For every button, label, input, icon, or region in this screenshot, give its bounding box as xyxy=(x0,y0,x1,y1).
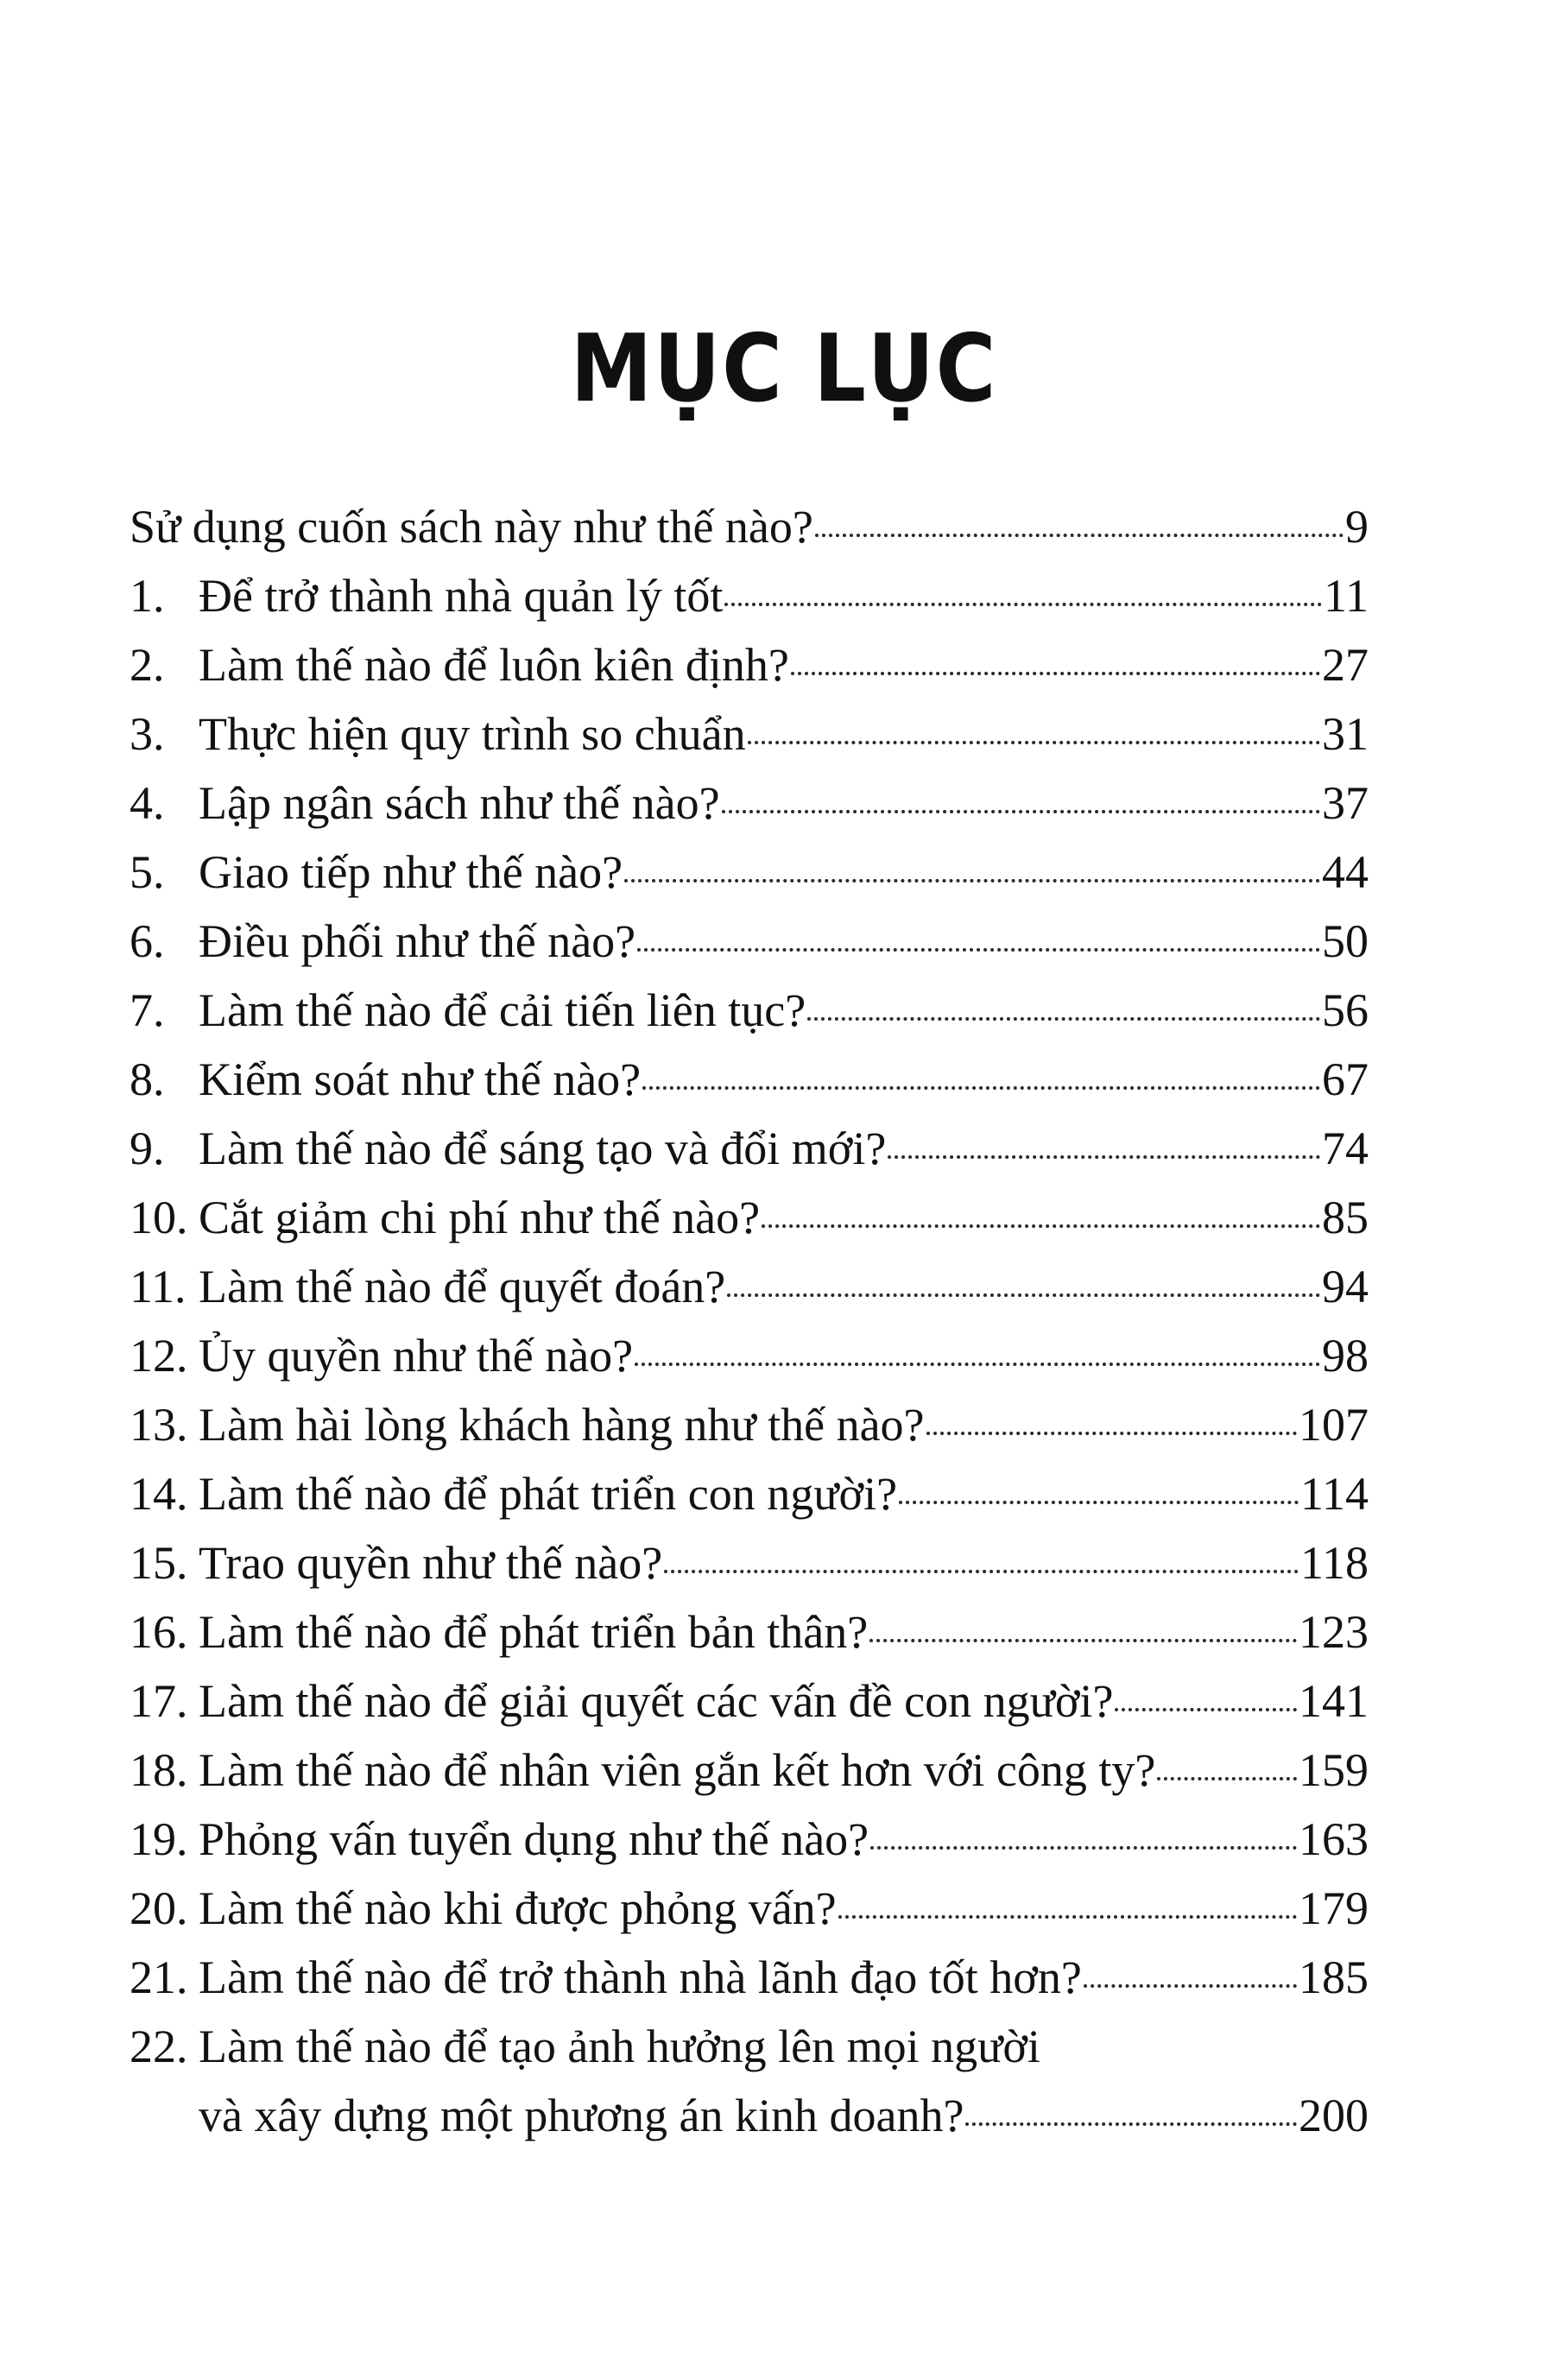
toc-page-number: 31 xyxy=(1322,708,1369,760)
toc-entry-number: 9. xyxy=(130,1123,165,1174)
toc-entry-21[interactable] xyxy=(130,1943,1369,2012)
toc-entry-number: 8. xyxy=(130,1053,165,1105)
toc-entry-title: Lập ngân sách như thế nào? xyxy=(199,777,720,829)
toc-entry-title: Làm thế nào khi được phỏng vấn? xyxy=(199,1882,837,1934)
toc-page-number: 56 xyxy=(1322,984,1369,1036)
toc-page-number: 44 xyxy=(1322,846,1369,898)
table-of-contents xyxy=(130,492,1369,2150)
dot-leader xyxy=(838,1913,1297,1919)
dot-leader xyxy=(664,1568,1299,1573)
toc-entry-number: 17. xyxy=(130,1675,188,1727)
dot-leader xyxy=(1157,1775,1297,1780)
dot-leader xyxy=(1084,1983,1297,1988)
toc-entry-number: 22. xyxy=(130,2021,188,2072)
dot-leader xyxy=(722,808,1320,813)
toc-entry-10[interactable] xyxy=(130,1183,1369,1252)
toc-entry-11[interactable] xyxy=(130,1252,1369,1321)
dot-leader xyxy=(899,1499,1299,1504)
toc-entry-1[interactable] xyxy=(130,561,1369,630)
toc-page-number: 11 xyxy=(1324,570,1369,622)
toc-entry-title: Làm thế nào để luôn kiên định? xyxy=(199,639,789,691)
toc-entry-number: 2. xyxy=(130,639,165,691)
page-title: MỤC LỤC xyxy=(570,315,998,423)
toc-page-number: 163 xyxy=(1299,1813,1369,1865)
toc-page-number: 118 xyxy=(1300,1537,1369,1589)
toc-entry-number: 12. xyxy=(130,1330,188,1382)
toc-page-number: 98 xyxy=(1322,1330,1369,1382)
toc-entry-title: Cắt giảm chi phí như thế nào? xyxy=(199,1192,761,1243)
toc-entry-title: Làm thế nào để phát triển con người? xyxy=(199,1468,898,1520)
toc-entry-18[interactable] xyxy=(130,1736,1369,1805)
toc-page-number: 179 xyxy=(1299,1882,1369,1934)
toc-entry-number: 21. xyxy=(130,1951,188,2003)
dot-leader xyxy=(624,877,1320,882)
dot-leader xyxy=(791,670,1320,675)
toc-entry-number: 19. xyxy=(130,1813,188,1865)
toc-page-number: 50 xyxy=(1322,915,1369,967)
toc-entry-8[interactable] xyxy=(130,1045,1369,1114)
toc-page-number: 9 xyxy=(1345,501,1369,553)
toc-entry-title: Phỏng vấn tuyển dụng như thế nào? xyxy=(199,1813,869,1865)
dot-leader xyxy=(965,2121,1297,2126)
toc-page-number: 114 xyxy=(1300,1468,1369,1520)
dot-leader xyxy=(724,601,1322,606)
toc-entry-number: 3. xyxy=(130,708,165,760)
dot-leader xyxy=(642,1085,1320,1090)
toc-entry-13[interactable] xyxy=(130,1390,1369,1459)
toc-entry-title: Ủy quyền như thế nào? xyxy=(199,1330,634,1382)
toc-entry-22[interactable] xyxy=(130,2012,1369,2081)
toc-entry-intro[interactable] xyxy=(130,492,1369,561)
toc-entry-number: 4. xyxy=(130,777,165,829)
toc-entry-number: 15. xyxy=(130,1537,188,1589)
toc-entry-5[interactable] xyxy=(130,838,1369,907)
toc-page-number: 74 xyxy=(1322,1123,1369,1174)
toc-entry-title: Trao quyền như thế nào? xyxy=(199,1537,663,1589)
toc-entry-title: Làm thế nào để quyết đoán? xyxy=(199,1261,726,1312)
dot-leader xyxy=(870,1844,1297,1850)
toc-entry-title: Làm thế nào để giải quyết các vấn đề con người? xyxy=(199,1675,1114,1727)
toc-page-number: 107 xyxy=(1299,1399,1369,1451)
toc-entry-4[interactable] xyxy=(130,768,1369,838)
toc-page-number: 27 xyxy=(1322,639,1369,691)
toc-entry-number: 11. xyxy=(130,1261,187,1312)
toc-entry-title: Làm thế nào để trở thành nhà lãnh đạo tốt hơn? xyxy=(199,1951,1082,2003)
toc-entry-2[interactable] xyxy=(130,630,1369,699)
dot-leader xyxy=(748,739,1320,744)
dot-leader xyxy=(762,1223,1320,1228)
toc-entry-12[interactable] xyxy=(130,1321,1369,1390)
dot-leader xyxy=(1115,1706,1297,1711)
toc-entry-number: 6. xyxy=(130,915,165,967)
toc-entry-6[interactable] xyxy=(130,907,1369,976)
toc-entry-16[interactable] xyxy=(130,1597,1369,1666)
toc-entry-number: 20. xyxy=(130,1882,188,1934)
toc-page-number: 159 xyxy=(1299,1744,1369,1796)
toc-page-number: 37 xyxy=(1322,777,1369,829)
toc-page-number: 141 xyxy=(1299,1675,1369,1727)
toc-entry-title: Sử dụng cuốn sách này như thế nào? xyxy=(130,501,813,553)
dot-leader xyxy=(815,532,1344,537)
toc-page-number: 67 xyxy=(1322,1053,1369,1105)
toc-page-number: 94 xyxy=(1322,1261,1369,1312)
toc-entry-title: Kiểm soát như thế nào? xyxy=(199,1053,642,1105)
toc-page-number: 85 xyxy=(1322,1192,1369,1243)
dot-leader xyxy=(807,1015,1320,1021)
toc-entry-3[interactable] xyxy=(130,699,1369,768)
toc-page-number: 185 xyxy=(1299,1951,1369,2003)
toc-entry-7[interactable] xyxy=(130,976,1369,1045)
dot-leader xyxy=(727,1292,1320,1297)
dot-leader xyxy=(869,1637,1297,1642)
toc-entry-title-line2: và xây dựng một phương án kinh doanh? xyxy=(199,2090,964,2141)
toc-entry-number: 10. xyxy=(130,1192,188,1243)
toc-entry-title: Để trở thành nhà quản lý tốt xyxy=(199,570,724,622)
toc-entry-title: Làm thế nào để tạo ảnh hưởng lên mọi người xyxy=(199,2021,1040,2072)
toc-entry-number: 18. xyxy=(130,1744,188,1796)
toc-entry-title: Làm thế nào để sáng tạo và đổi mới? xyxy=(199,1123,887,1174)
toc-entry-number: 5. xyxy=(130,846,165,898)
toc-entry-15[interactable] xyxy=(130,1528,1369,1597)
toc-page-number: 123 xyxy=(1299,1606,1369,1658)
toc-entry-19[interactable] xyxy=(130,1805,1369,1874)
toc-entry-20[interactable] xyxy=(130,1874,1369,1943)
toc-entry-9[interactable] xyxy=(130,1114,1369,1183)
dot-leader xyxy=(635,1361,1320,1366)
toc-entry-title: Thực hiện quy trình so chuẩn xyxy=(199,708,746,760)
toc-entry-title: Điều phối như thế nào? xyxy=(199,915,636,967)
toc-entry-17[interactable] xyxy=(130,1666,1369,1736)
toc-entry-number: 7. xyxy=(130,984,165,1036)
toc-entry-22-continued[interactable] xyxy=(130,2081,1369,2150)
dot-leader xyxy=(926,1430,1297,1435)
dot-leader xyxy=(888,1154,1320,1159)
toc-entry-title: Làm thế nào để cải tiến liên tục? xyxy=(199,984,806,1036)
toc-entry-number: 1. xyxy=(130,570,165,622)
toc-entry-title: Làm thế nào để phát triển bản thân? xyxy=(199,1606,869,1658)
toc-entry-title: Làm hài lòng khách hàng như thế nào? xyxy=(199,1399,925,1451)
toc-page-number: 200 xyxy=(1299,2090,1369,2141)
toc-entry-14[interactable] xyxy=(130,1459,1369,1528)
toc-entry-title: Làm thế nào để nhân viên gắn kết hơn với công ty? xyxy=(199,1744,1156,1796)
dot-leader xyxy=(637,946,1320,952)
toc-entry-number: 16. xyxy=(130,1606,188,1658)
toc-entry-title: Giao tiếp như thế nào? xyxy=(199,846,623,898)
toc-entry-number: 14. xyxy=(130,1468,188,1520)
toc-entry-number: 13. xyxy=(130,1399,188,1451)
